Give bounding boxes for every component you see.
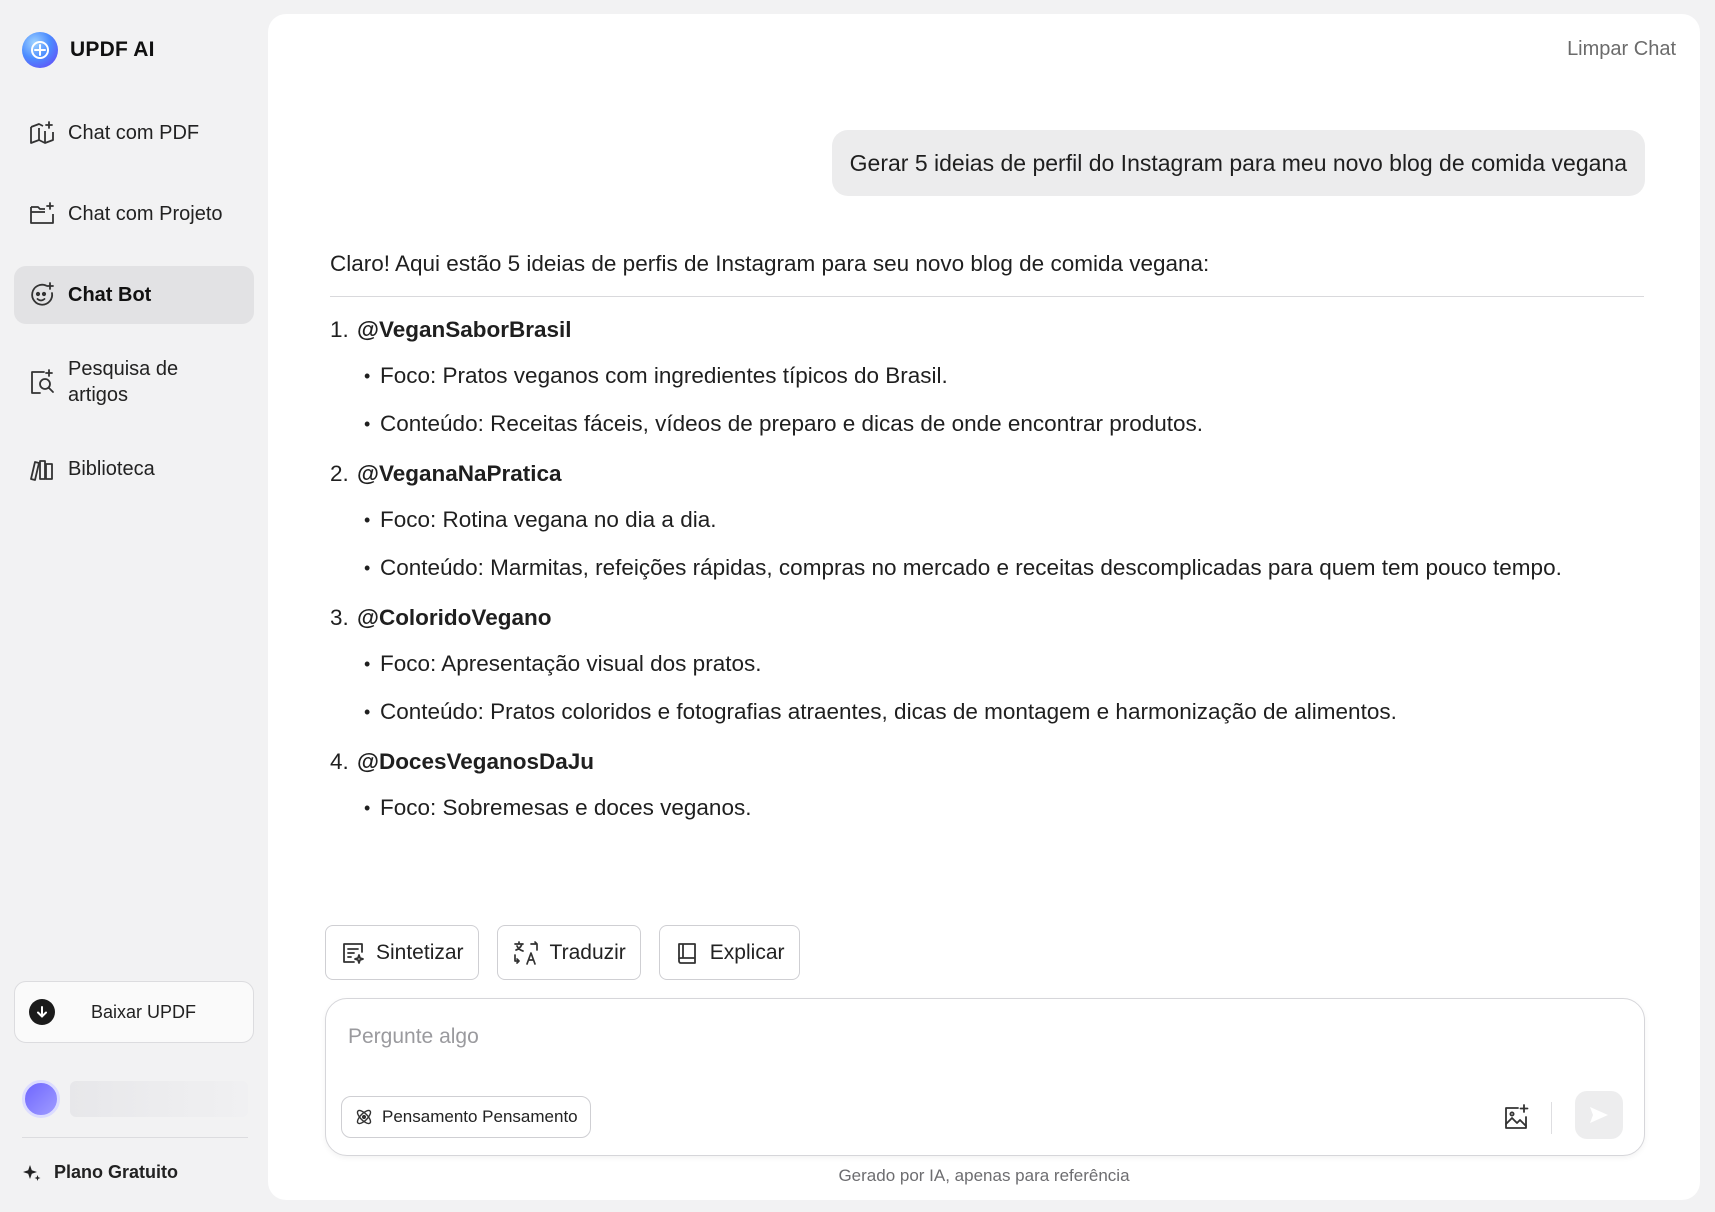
download-label: Baixar UPDF: [91, 1001, 197, 1022]
translate-icon: [512, 940, 540, 966]
library-icon: [28, 455, 56, 483]
clear-chat-button[interactable]: Limpar Chat: [1567, 38, 1676, 60]
summarize-label: Sintetizar: [376, 940, 464, 964]
divider: [1551, 1102, 1552, 1134]
folder-sparkle-icon: [28, 200, 56, 228]
send-button[interactable]: [1575, 1091, 1623, 1139]
sidebar-item-chat-pdf[interactable]: [14, 104, 254, 162]
brand-name: UPDF AI: [70, 38, 155, 61]
list-number: 2.: [330, 461, 349, 486]
bullet-item: • Conteúdo: Marmitas, refeições rápidas, compras no mercado e receitas descomplicadas para quem tem pouco tempo.: [364, 555, 1562, 580]
bullet-item: • Conteúdo: Pratos coloridos e fotografias atraentes, dicas de montagem e harmonização de alimentos.: [364, 699, 1397, 724]
message-composer: [325, 998, 1645, 1156]
list-title: @DocesVeganosDaJu: [357, 749, 595, 774]
translate-button[interactable]: [497, 925, 641, 980]
plan-indicator[interactable]: [22, 1162, 178, 1183]
list-item: [330, 459, 1644, 589]
list-item: [330, 747, 1644, 829]
sidebar-nav: [14, 104, 254, 521]
sidebar-item-label: Chat Bot: [68, 284, 152, 306]
summarize-icon: [340, 940, 366, 966]
list-title: @ColoridoVegano: [357, 605, 552, 630]
summarize-button[interactable]: [325, 925, 479, 980]
user-profile[interactable]: [22, 1080, 248, 1118]
thinking-mode-label: Pensamento Pensamento: [382, 1107, 578, 1126]
list-number: 4.: [330, 749, 349, 774]
image-upload-icon[interactable]: [1501, 1103, 1531, 1133]
bullet-item: • Foco: Sobremesas e doces veganos.: [364, 795, 752, 820]
answer-intro: Claro! Aqui estão 5 ideias de perfis de Instagram para seu novo blog de comida vegana:: [330, 248, 1644, 297]
thinking-mode-button[interactable]: [341, 1096, 591, 1138]
atom-icon: [354, 1107, 374, 1127]
explain-button[interactable]: [659, 925, 800, 980]
sidebar-item-chat-project[interactable]: [14, 185, 254, 243]
list-item: [330, 603, 1644, 733]
book-icon: [674, 940, 700, 966]
sidebar-item-chat-bot[interactable]: [14, 266, 254, 324]
document-search-icon: [28, 368, 56, 396]
answer-list: [330, 315, 1644, 829]
sidebar-item-label: Chat com PDF: [68, 122, 200, 144]
list-number: 3.: [330, 605, 349, 630]
bullet-item: • Foco: Pratos veganos com ingredientes típicos do Brasil.: [364, 363, 948, 388]
sidebar: [0, 0, 268, 1212]
sidebar-item-label: Chat com Projeto: [68, 203, 223, 225]
list-number: 1.: [330, 317, 349, 342]
bot-face-icon: [28, 281, 56, 309]
divider: [22, 1137, 248, 1138]
user-message-bubble: [832, 130, 1645, 196]
translate-label: Traduzir: [549, 940, 626, 964]
brand[interactable]: [22, 32, 155, 68]
list-title: @VeganSaborBrasil: [357, 317, 572, 342]
sidebar-item-label: Pesquisa de artigos: [68, 358, 179, 406]
user-message-text: Gerar 5 ideias de perfil do Instagram para meu novo blog de comida vegana: [849, 149, 1627, 176]
quick-actions: [325, 925, 800, 980]
list-item: [330, 315, 1644, 445]
scrollbar-track: [1701, 0, 1715, 1212]
plan-label: Plano Gratuito: [54, 1162, 179, 1182]
sparkle-icon: [22, 1163, 42, 1183]
download-icon: [29, 999, 55, 1025]
list-title: @VeganaNaPratica: [357, 461, 562, 486]
chat-panel: [268, 14, 1700, 1200]
user-name-redacted: [70, 1081, 248, 1117]
bullet-item: • Conteúdo: Receitas fáceis, vídeos de preparo e dicas de onde encontrar produtos.: [364, 411, 1204, 436]
sidebar-item-library[interactable]: [14, 440, 254, 498]
book-sparkle-icon: [28, 119, 56, 147]
message-input[interactable]: [348, 1019, 1448, 1055]
send-icon: [1588, 1104, 1610, 1126]
download-updf-button[interactable]: [14, 981, 254, 1043]
assistant-answer: [330, 248, 1644, 843]
bullet-item: • Foco: Apresentação visual dos pratos.: [364, 651, 762, 676]
sidebar-item-label: Biblioteca: [68, 458, 155, 480]
bullet-item: • Foco: Rotina vegana no dia a dia.: [364, 507, 717, 532]
updf-logo-icon: [22, 32, 58, 68]
sidebar-item-article-search[interactable]: [14, 347, 254, 417]
ai-disclaimer: Gerado por IA, apenas para referência: [838, 1166, 1130, 1185]
avatar: [22, 1080, 60, 1118]
explain-label: Explicar: [709, 940, 785, 964]
